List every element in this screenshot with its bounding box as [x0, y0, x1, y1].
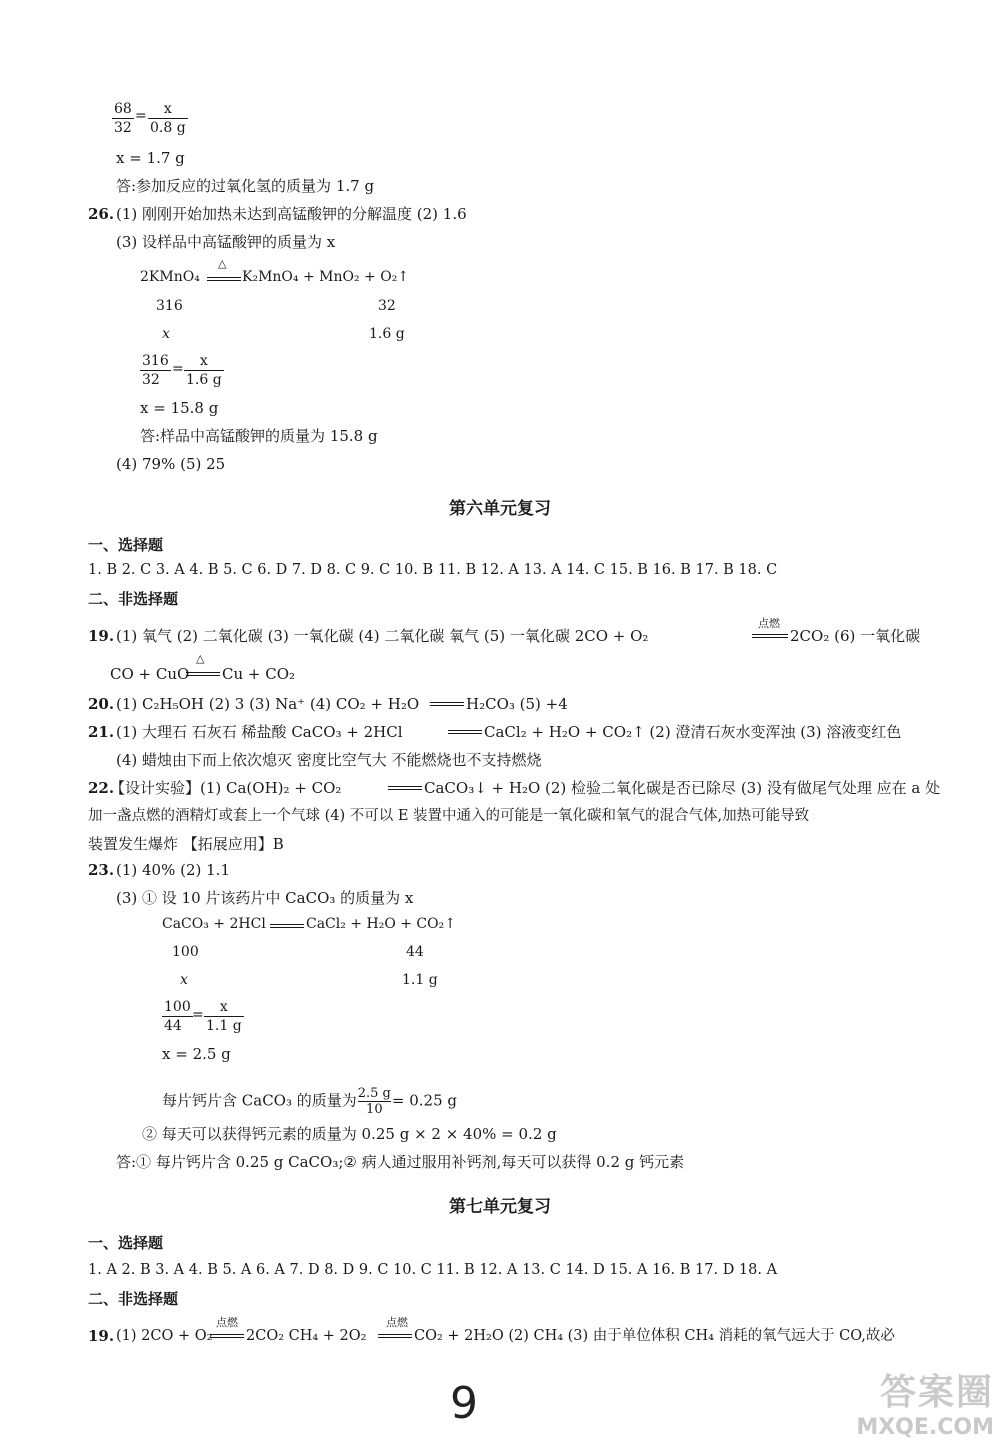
fraction-numerator: 68 [114, 101, 132, 117]
fraction-numerator: x [184, 352, 224, 371]
equation-double-line [388, 786, 422, 790]
answer-line: 答:样品中高锰酸钾的质量为 15.8 g [140, 427, 378, 445]
choice-answers: 1. B 2. C 3. A 4. B 5. C 6. D 7. D 8. C 9. C 10. B 11. B 12. A 13. A 14. C 15. B 16. B 17. B 18. C [88, 562, 778, 578]
unknown-var: x [162, 326, 170, 342]
per-tablet-fraction [358, 1086, 391, 1117]
section-heading: 二、非选择题 [88, 1290, 179, 1308]
q19-line1b: 2CO₂ (6) 一氧化碳 [790, 627, 921, 645]
question-number: 23. [88, 861, 115, 879]
molar-mass-2: 32 [378, 298, 396, 314]
q23-answer: 答:① 每片钙片含 0.25 g CaCO₃;② 病人通过服用补钙剂,每天可以获得 0.2 g 钙元素 [116, 1153, 685, 1171]
q21-line-b: CaCl₂ + H₂O + CO₂↑ (2) 澄清石灰水变浑浊 (3) 溶液变红色 [484, 723, 902, 741]
u7-q19-c: CO₂ + 2H₂O (2) CH₄ (3) 由于单位体积 CH₄ 消耗的氧气远大于 CO,故必 [414, 1328, 895, 1344]
equation-double-line [448, 730, 482, 734]
reaction-condition: △ [218, 257, 227, 270]
q23-line-b: (3) ① 设 10 片该药片中 CaCO₃ 的质量为 x [116, 889, 414, 907]
ratio-fraction-right [204, 998, 244, 1035]
reaction-condition: 点燃 [216, 1316, 238, 1329]
fraction-numerator: x [148, 100, 188, 119]
equation-products: K₂MnO₄ + MnO₂ + O₂↑ [242, 269, 410, 285]
q26-line2: (3) 设样品中高锰酸钾的质量为 x [116, 233, 336, 251]
fraction-numerator: x [204, 998, 244, 1017]
fraction-denominator: 44 [164, 1018, 182, 1034]
x-result: x = 2.5 g [162, 1045, 231, 1063]
watermark [856, 1364, 994, 1440]
fraction-denominator: 0.8 g [150, 120, 186, 136]
q22-line-a2: CaCO₃↓ + H₂O (2) 检验二氧化碳是否已除尽 (3) 没有做尾气处理 应在 a 处 [424, 779, 941, 797]
q22-line-b: 加一盏点燃的酒精灯或套上一个气球 (4) 不可以 E 装置中通入的可能是一氧化碳和氧气的混合气体,加热可能导致 [88, 808, 810, 824]
question-number: 20. [88, 695, 115, 713]
q23-line-a: (1) 40% (2) 1.1 [116, 861, 230, 879]
equation-double-line [752, 634, 788, 638]
q26-last-line: (4) 79% (5) 25 [116, 455, 226, 473]
x-result: x = 15.8 g [140, 399, 219, 417]
equation-double-line [210, 1334, 244, 1338]
fraction-numerator: 2.5 g [357, 1086, 391, 1101]
molar-mass-1: 100 [172, 944, 199, 960]
fraction-denominator: 32 [142, 372, 160, 388]
q21-line-c: (4) 蜡烛由下而上依次熄灭 密度比空气大 不能燃烧也不支持燃烧 [116, 751, 542, 769]
q23-line-c: ② 每天可以获得钙元素的质量为 0.25 g × 2 × 40% = 0.2 g [142, 1125, 557, 1143]
equation-double-line [207, 277, 241, 281]
ratio-fraction-left [162, 998, 193, 1035]
molar-mass-1: 316 [156, 298, 183, 314]
q19-line2a: CO + CuO [110, 665, 190, 683]
q20-line-a: (1) C₂H₅OH (2) 3 (3) Na⁺ (4) CO₂ + H₂O [116, 695, 420, 713]
x-result: x = 1.7 g [116, 149, 185, 167]
unknown-var: x [180, 972, 188, 988]
watermark-line1: 答案圈 [879, 1372, 994, 1413]
q26-line1: (1) 刚刚开始加热未达到高锰酸钾的分解温度 (2) 1.6 [116, 205, 467, 223]
known-mass: 1.1 g [402, 972, 438, 988]
equation-reactants: CaCO₃ + 2HCl [162, 916, 266, 932]
question-number: 26. [88, 205, 115, 223]
question-number: 22. [88, 779, 115, 797]
equation-reactant: 2KMnO₄ [140, 269, 200, 285]
question-number: 19. [88, 627, 115, 645]
equals-sign: = [192, 1007, 204, 1023]
reaction-condition: 点燃 [758, 617, 780, 630]
reaction-condition: △ [196, 652, 205, 665]
q21-line-a: (1) 大理石 石灰石 稀盐酸 CaCO₃ + 2HCl [116, 723, 403, 741]
equation-double-line [378, 1334, 412, 1338]
fraction-denominator: 1.6 g [186, 372, 222, 388]
per-tablet-line [162, 1086, 457, 1117]
fraction-numerator: 100 [164, 999, 191, 1015]
q20-line-b: H₂CO₃ (5) +4 [466, 695, 568, 713]
ratio-fraction-left [140, 352, 171, 389]
fraction-denominator: 10 [366, 1102, 383, 1117]
q19-line1a: (1) 氧气 (2) 二氧化碳 (3) 一氧化碳 (4) 二氧化碳 氧气 (5) 一氧化碳 2CO + O₂ [116, 627, 649, 645]
known-mass: 1.6 g [369, 326, 405, 342]
choice-answers: 1. A 2. B 3. A 4. B 5. A 6. A 7. D 8. D 9. C 10. C 11. B 12. A 13. C 14. D 15. A 16. B 17. D 18. A [88, 1262, 778, 1278]
page-number: 9 [450, 1378, 478, 1429]
equals-sign: = [135, 108, 147, 124]
fraction-numerator: 316 [142, 353, 169, 369]
equation-double-line [430, 702, 464, 706]
watermark-line2: MXQE.COM [856, 1415, 994, 1440]
equation-products: CaCl₂ + H₂O + CO₂↑ [306, 916, 456, 932]
question-number: 19. [88, 1327, 115, 1345]
unit6-title: 第六单元复习 [449, 499, 551, 519]
section-heading: 二、非选择题 [88, 590, 179, 608]
ratio-fraction-left [112, 100, 134, 137]
u7-q19-a: (1) 2CO + O₂ [116, 1328, 213, 1344]
question-number: 21. [88, 723, 115, 741]
equals-sign: = [172, 361, 184, 377]
section-heading: 一、选择题 [88, 1234, 164, 1252]
ratio-fraction-right [148, 100, 188, 137]
molar-mass-2: 44 [406, 944, 424, 960]
per-tablet-result: = 0.25 g [391, 1091, 457, 1110]
per-tablet-text: 每片钙片含 CaCO₃ 的质量为 [162, 1091, 357, 1110]
u7-q19-b: 2CO₂ CH₄ + 2O₂ [246, 1328, 367, 1344]
q22-line-a1: 【设计实验】(1) Ca(OH)₂ + CO₂ [110, 779, 342, 797]
ratio-fraction-right [184, 352, 224, 389]
answer-line: 答:参加反应的过氧化氢的质量为 1.7 g [116, 177, 375, 195]
equation-double-line [270, 924, 304, 928]
reaction-condition: 点燃 [386, 1316, 408, 1329]
equation-double-line [186, 672, 220, 676]
q19-line2b: Cu + CO₂ [222, 665, 296, 683]
unit7-title: 第七单元复习 [449, 1197, 551, 1217]
section-heading: 一、选择题 [88, 536, 164, 554]
fraction-denominator: 1.1 g [206, 1018, 242, 1034]
fraction-denominator: 32 [114, 120, 132, 136]
q22-line-c: 装置发生爆炸 【拓展应用】B [88, 835, 284, 853]
